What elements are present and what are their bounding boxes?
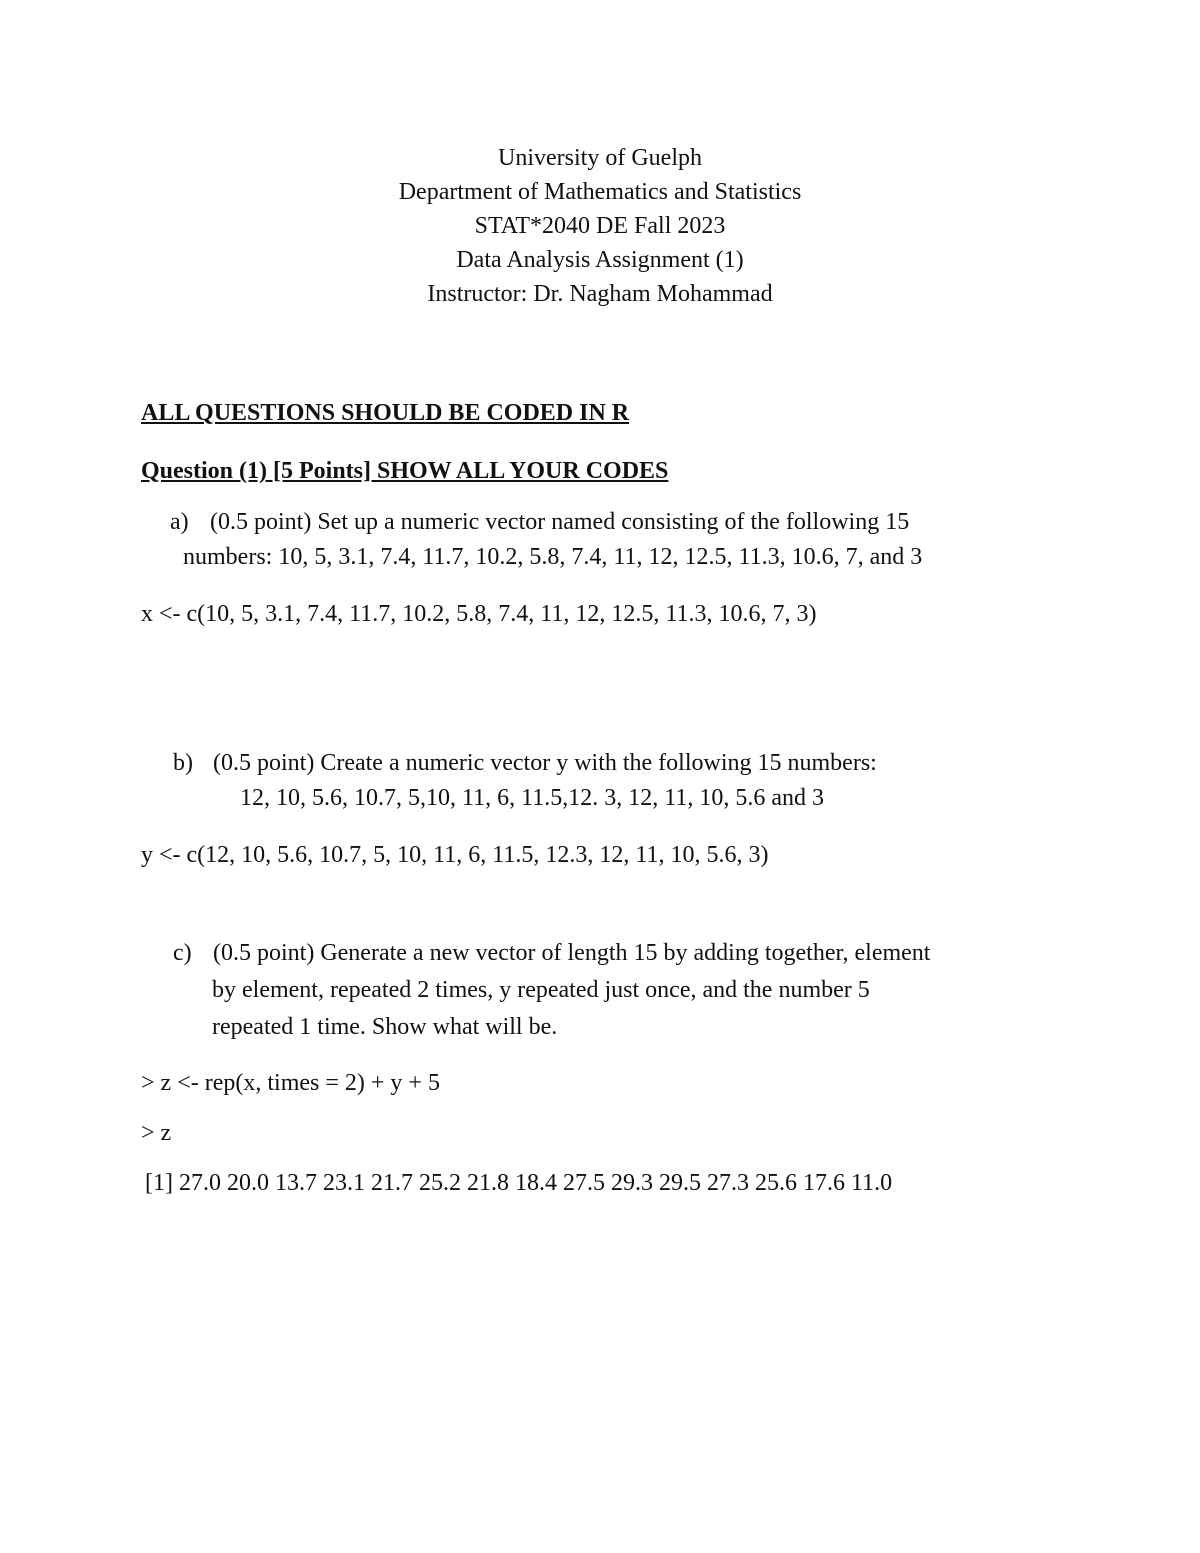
- part-c-code-1: > z <- rep(x, times = 2) + y + 5: [141, 1070, 440, 1096]
- part-a-answer: x <- c(10, 5, 3.1, 7.4, 11.7, 10.2, 5.8, 7.4, 11, 12, 12.5, 11.3, 10.6, 7, 3): [141, 601, 817, 627]
- department-name: Department of Mathematics and Statistics: [398, 179, 802, 205]
- course-code: STAT*2040 DE Fall 2023: [474, 213, 726, 239]
- part-c-text-1: (0.5 point) Generate a new vector of length 15 by adding together, element: [213, 940, 931, 966]
- instructor-name: Instructor: Dr. Nagham Mohammad: [427, 281, 773, 307]
- part-a-line-1: [170, 505, 909, 539]
- part-b-answer: y <- c(12, 10, 5.6, 10.7, 5, 10, 11, 6, 11.5, 12.3, 12, 11, 10, 5.6, 3): [141, 842, 769, 868]
- document-header: [0, 141, 1200, 311]
- part-b-text-1: (0.5 point) Create a numeric vector y with the following 15 numbers:: [213, 750, 877, 776]
- part-c-line-1: [173, 936, 930, 970]
- assignment-title: Data Analysis Assignment (1): [456, 247, 744, 273]
- part-c-code-2: > z: [141, 1120, 172, 1146]
- part-a-label: a): [170, 509, 189, 535]
- part-b-label: b): [173, 750, 193, 776]
- part-b-line-2: 12, 10, 5.6, 10.7, 5,10, 11, 6, 11.5,12. 3, 12, 11, 10, 5.6 and 3: [240, 785, 824, 811]
- part-c-line-2: by element, repeated 2 times, y repeated just once, and the number 5: [212, 977, 870, 1003]
- university-name: University of Guelph: [498, 145, 702, 171]
- part-b-line-1: [173, 746, 877, 780]
- part-a-text-1: (0.5 point) Set up a numeric vector named consisting of the following 15: [210, 509, 910, 535]
- part-c-line-3: repeated 1 time. Show what will be.: [212, 1014, 558, 1040]
- question-1-title: Question (1) [5 Points] SHOW ALL YOUR CODES: [141, 458, 669, 484]
- part-a-line-2: numbers: 10, 5, 3.1, 7.4, 11.7, 10.2, 5.8, 7.4, 11, 12, 12.5, 11.3, 10.6, 7, and 3: [183, 544, 923, 570]
- part-c-output: [1] 27.0 20.0 13.7 23.1 21.7 25.2 21.8 18.4 27.5 29.3 29.5 27.3 25.6 17.6 11.0: [145, 1170, 893, 1196]
- instruction-heading: ALL QUESTIONS SHOULD BE CODED IN R: [141, 400, 630, 426]
- part-c-label: c): [173, 940, 192, 966]
